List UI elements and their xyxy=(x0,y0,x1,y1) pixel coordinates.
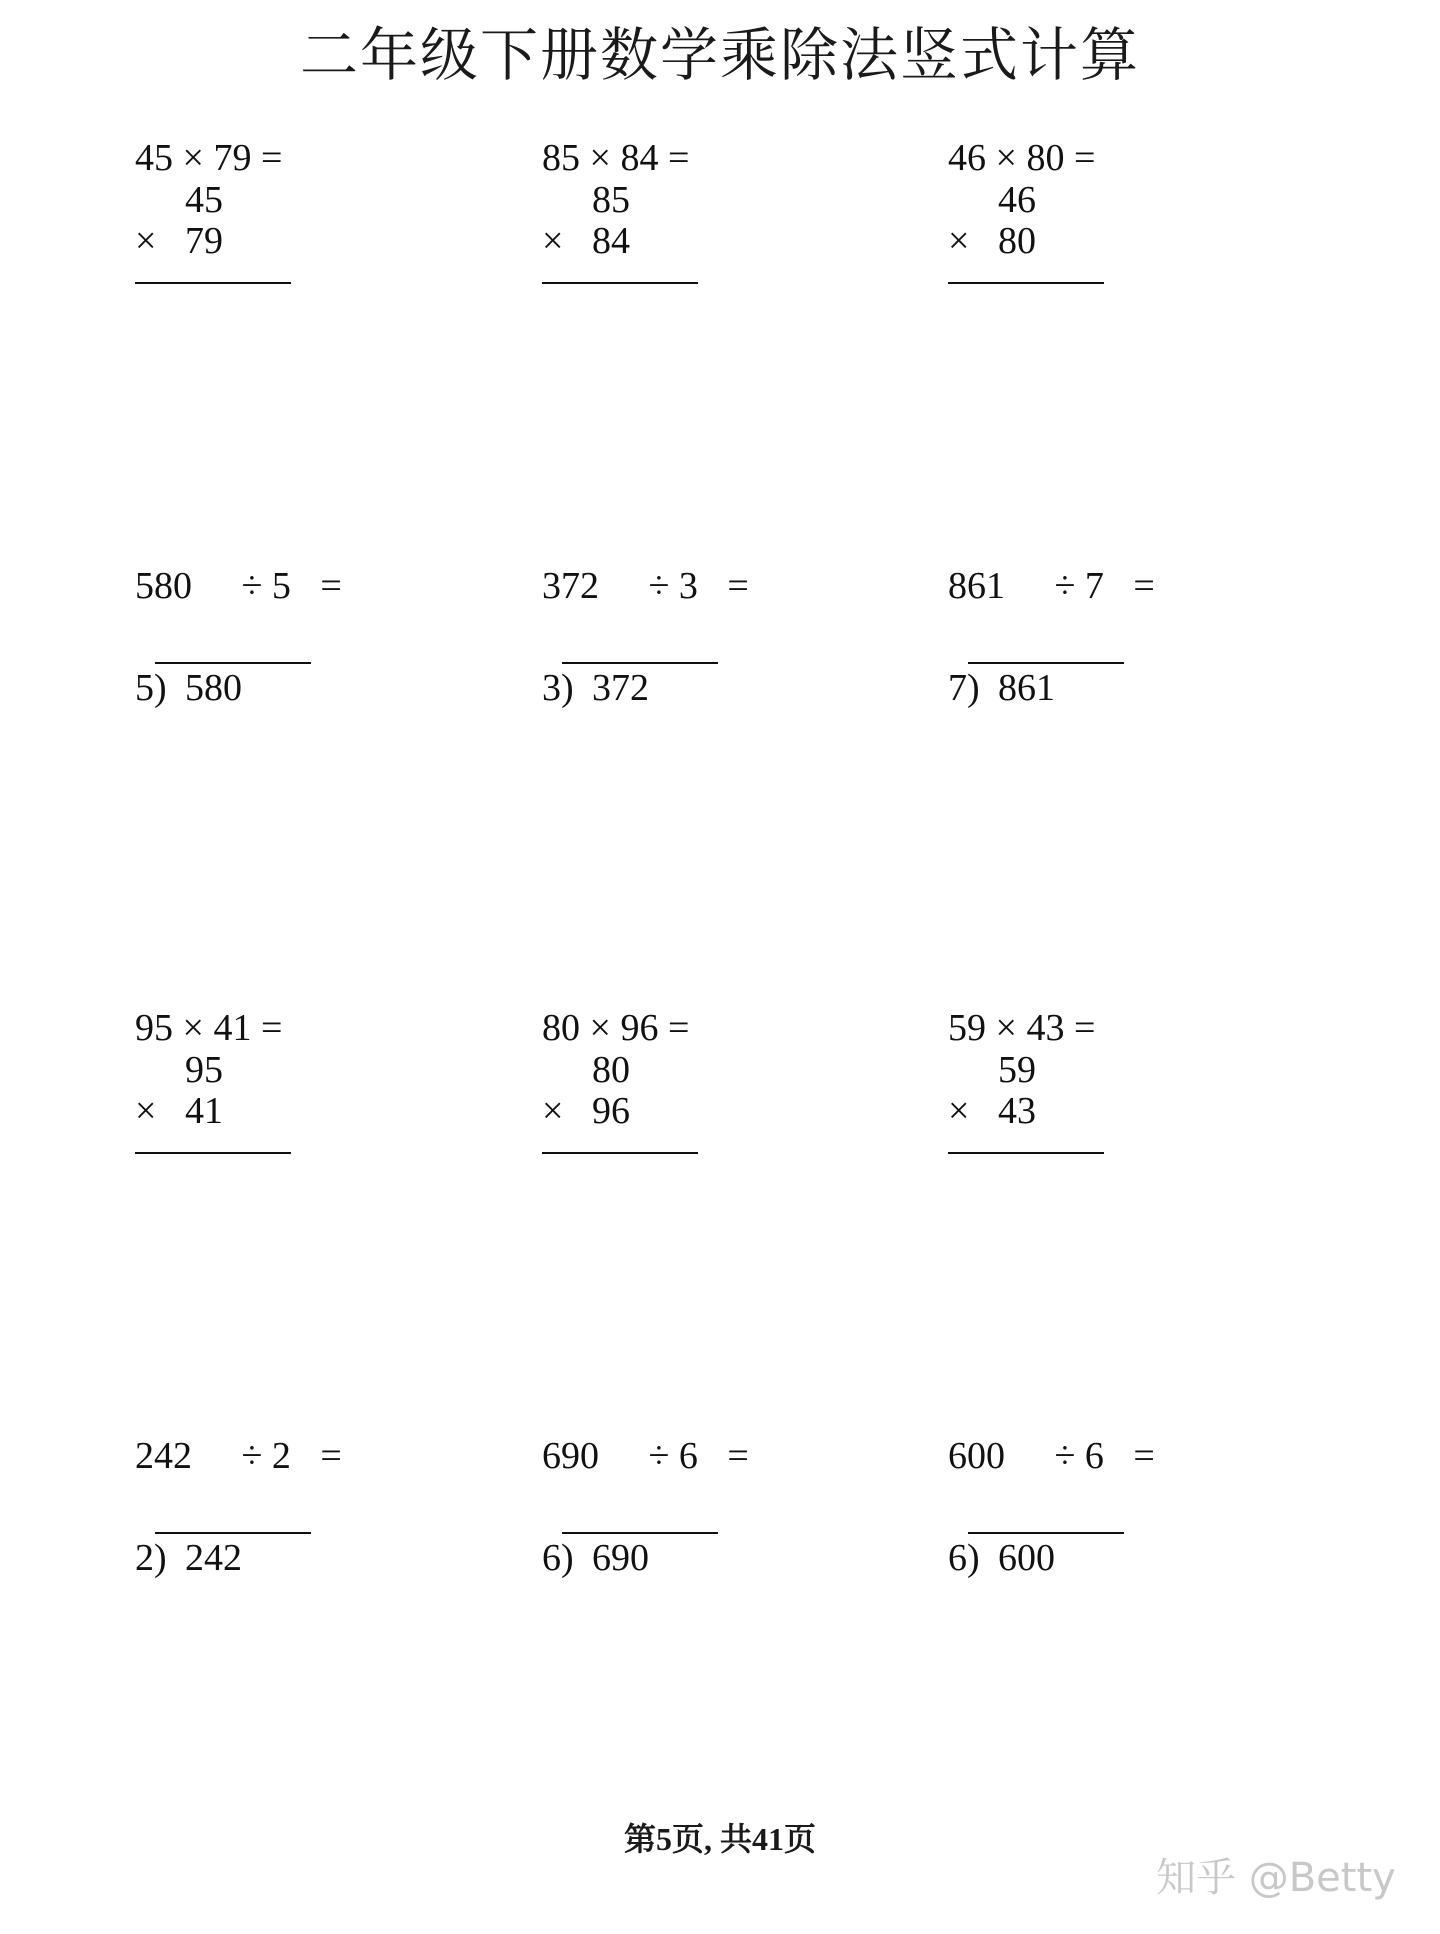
watermark: 知乎 @Betty xyxy=(1156,1855,1396,1901)
vertical-times-sign: × xyxy=(135,1090,157,1132)
operand-a: 59 xyxy=(948,1007,986,1049)
vertical-times-sign: × xyxy=(135,220,157,262)
equals-sign: = xyxy=(320,565,342,607)
long-division-dividend: 372 xyxy=(592,667,649,709)
times-sign: × xyxy=(995,1007,1017,1049)
equals-sign: = xyxy=(260,1007,283,1049)
operand-a: 85 xyxy=(542,137,580,179)
long-division-dividend: 861 xyxy=(998,667,1055,709)
vertical-top-operand: 46 xyxy=(998,179,1036,221)
vertical-bottom-operand: 80 xyxy=(998,220,1036,262)
divisor: 2 xyxy=(271,1435,291,1477)
long-division-divisor: 6) xyxy=(948,1537,980,1579)
answer-line xyxy=(948,1152,1104,1154)
division-bracket: ) xyxy=(154,667,167,709)
times-sign: × xyxy=(589,1007,611,1049)
vertical-top-operand: 85 xyxy=(592,179,630,221)
long-division-divisor: 6) xyxy=(542,1537,574,1579)
equals-sign: = xyxy=(1133,565,1155,607)
divide-sign: ÷ xyxy=(1054,1435,1076,1477)
equals-sign: = xyxy=(1073,1007,1096,1049)
vertical-times-sign: × xyxy=(542,220,564,262)
equals-sign: = xyxy=(667,137,690,179)
operand-b: 79 xyxy=(213,137,252,179)
equation xyxy=(542,564,749,608)
equation xyxy=(948,564,1155,608)
vertical-top-operand: 80 xyxy=(592,1049,630,1091)
page-number: 第5页, 共41页 xyxy=(623,1821,816,1857)
equation xyxy=(542,1006,689,1050)
equals-sign: = xyxy=(727,1435,749,1477)
division-bar xyxy=(968,1532,1124,1534)
answer-line xyxy=(135,282,291,284)
operand-b: 43 xyxy=(1026,1007,1065,1049)
times-sign: × xyxy=(995,137,1017,179)
vertical-times-sign: × xyxy=(948,220,970,262)
vertical-top-operand: 95 xyxy=(185,1049,223,1091)
equals-sign: = xyxy=(667,1007,690,1049)
dividend: 861 xyxy=(948,565,1005,607)
equation xyxy=(135,1434,342,1478)
division-bracket: ) xyxy=(561,1537,574,1579)
divisor: 6 xyxy=(1084,1435,1104,1477)
divide-sign: ÷ xyxy=(648,565,670,607)
operand-a: 80 xyxy=(542,1007,580,1049)
long-division-dividend: 242 xyxy=(185,1537,242,1579)
dividend: 690 xyxy=(542,1435,599,1477)
equation xyxy=(542,136,689,180)
long-division-dividend: 580 xyxy=(185,667,242,709)
equals-sign: = xyxy=(320,1435,342,1477)
long-division-dividend: 690 xyxy=(592,1537,649,1579)
equals-sign: = xyxy=(260,137,283,179)
vertical-times-sign: × xyxy=(542,1090,564,1132)
vertical-bottom-operand: 84 xyxy=(592,220,630,262)
vertical-bottom-operand: 96 xyxy=(592,1090,630,1132)
equation xyxy=(135,1006,282,1050)
division-bracket: ) xyxy=(967,667,980,709)
vertical-top-operand: 45 xyxy=(185,179,223,221)
operand-a: 46 xyxy=(948,137,986,179)
times-sign: × xyxy=(182,1007,204,1049)
operand-a: 45 xyxy=(135,137,173,179)
dividend: 372 xyxy=(542,565,599,607)
divisor: 5 xyxy=(271,565,291,607)
long-division-divisor: 3) xyxy=(542,667,574,709)
vertical-bottom-operand: 41 xyxy=(185,1090,223,1132)
answer-line xyxy=(135,1152,291,1154)
division-bar xyxy=(562,1532,718,1534)
long-division-divisor: 2) xyxy=(135,1537,167,1579)
equation xyxy=(948,1006,1095,1050)
long-division-divisor: 5) xyxy=(135,667,167,709)
dividend: 242 xyxy=(135,1435,192,1477)
equation xyxy=(542,1434,749,1478)
operand-b: 96 xyxy=(620,1007,659,1049)
dividend: 600 xyxy=(948,1435,1005,1477)
equals-sign: = xyxy=(1073,137,1096,179)
equals-sign: = xyxy=(727,565,749,607)
answer-line xyxy=(542,282,698,284)
page-title: 二年级下册数学乘除法竖式计算 xyxy=(299,21,1140,89)
divisor: 7 xyxy=(1084,565,1104,607)
division-bar xyxy=(155,662,311,664)
division-bar xyxy=(562,662,718,664)
equation xyxy=(135,136,282,180)
vertical-top-operand: 59 xyxy=(998,1049,1036,1091)
vertical-bottom-operand: 43 xyxy=(998,1090,1036,1132)
answer-line xyxy=(948,282,1104,284)
long-division-dividend: 600 xyxy=(998,1537,1055,1579)
times-sign: × xyxy=(182,137,204,179)
divisor: 3 xyxy=(678,565,698,607)
divide-sign: ÷ xyxy=(1054,565,1076,607)
dividend: 580 xyxy=(135,565,192,607)
equals-sign: = xyxy=(1133,1435,1155,1477)
long-division-divisor: 7) xyxy=(948,667,980,709)
divide-sign: ÷ xyxy=(241,1435,263,1477)
division-bar xyxy=(155,1532,311,1534)
operand-b: 80 xyxy=(1026,137,1065,179)
vertical-times-sign: × xyxy=(948,1090,970,1132)
equation xyxy=(948,1434,1155,1478)
division-bracket: ) xyxy=(154,1537,167,1579)
divide-sign: ÷ xyxy=(648,1435,670,1477)
operand-a: 95 xyxy=(135,1007,173,1049)
vertical-bottom-operand: 79 xyxy=(185,220,223,262)
equation xyxy=(135,564,342,608)
times-sign: × xyxy=(589,137,611,179)
operand-b: 84 xyxy=(620,137,659,179)
division-bracket: ) xyxy=(967,1537,980,1579)
answer-line xyxy=(542,1152,698,1154)
division-bar xyxy=(968,662,1124,664)
divisor: 6 xyxy=(678,1435,698,1477)
equation xyxy=(948,136,1095,180)
divide-sign: ÷ xyxy=(241,565,263,607)
division-bracket: ) xyxy=(561,667,574,709)
operand-b: 41 xyxy=(213,1007,252,1049)
